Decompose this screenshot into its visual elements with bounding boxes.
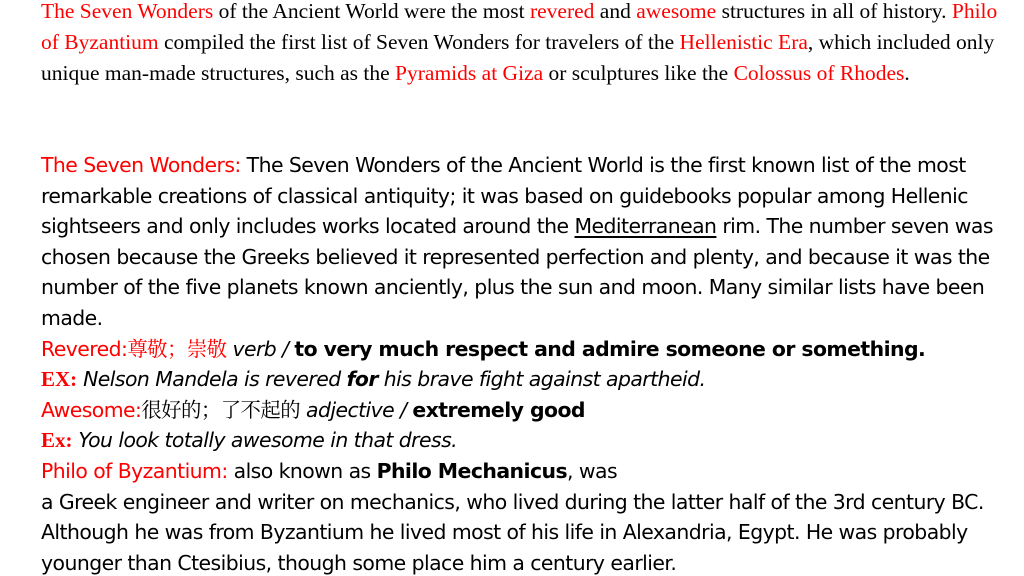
definition-text: also known as — [227, 458, 377, 483]
keyword-seven-wonders: The Seven Wonders — [41, 0, 214, 23]
mediterranean-link[interactable]: Mediterranean — [574, 214, 717, 239]
definition-awesome — [41, 395, 1016, 426]
definition-meaning: extremely good — [412, 397, 585, 422]
intro-paragraph — [41, 0, 1011, 89]
keyword-philo-of-byzantium: Philo of Byzantium — [41, 0, 998, 54]
separator: / — [276, 336, 295, 361]
definition-meaning: to very much respect and admire someone or something. — [294, 336, 926, 361]
example-label: Ex: — [41, 428, 73, 453]
definition-chinese: 尊敬；崇敬 — [127, 336, 227, 361]
intro-text: or sculptures like the — [543, 61, 734, 85]
example-revered — [41, 364, 1016, 395]
part-of-speech: verb — [226, 336, 277, 361]
keyword-revered: revered — [529, 0, 595, 23]
example-text: You look totally awesome in that dress. — [72, 428, 458, 453]
example-awesome — [41, 425, 1016, 456]
keyword-awesome: awesome — [636, 0, 717, 23]
intro-text: , which included only unique man-made structures, such as the — [41, 30, 995, 85]
intro-text: . — [904, 61, 910, 85]
definition-philo — [41, 456, 1016, 487]
definition-chinese: 很好的；了不起的 — [141, 397, 301, 422]
intro-text: structures in all of history. — [716, 0, 952, 23]
keyword-hellenistic-era: Hellenistic Era — [679, 30, 808, 54]
example-text: his brave fight against apartheid. — [377, 367, 706, 392]
definitions-section — [41, 150, 1016, 576]
definition-text: The Seven Wonders of the Ancient World is the first known list of the most remarkable creations of classical antiquity; it was based on guidebooks popular among Hellenic sightseers and only includes works located around the — [41, 153, 968, 239]
example-label: EX: — [41, 367, 78, 392]
definition-term: The Seven Wonders: — [41, 153, 241, 177]
example-emphasis: for — [346, 367, 378, 392]
intro-text: compiled the first list of Seven Wonders for travelers of the — [158, 30, 680, 54]
definition-term: Revered: — [41, 336, 128, 361]
example-text: Nelson Mandela is revered — [77, 367, 347, 392]
intro-text: and — [594, 0, 637, 23]
intro-text: of the Ancient World were the most — [213, 0, 530, 23]
definition-seven-wonders — [41, 150, 1016, 334]
definition-term: Philo of Byzantium: — [41, 458, 228, 483]
part-of-speech: adjective — [300, 397, 395, 422]
definition-revered — [41, 334, 1016, 365]
keyword-colossus-of-rhodes: Colossus of Rhodes — [733, 61, 905, 85]
philo-description: a Greek engineer and writer on mechanics, who lived during the latter half of the 3rd century BC. Although he was from Byzantium he lived most of his life in Alexandria, Egypt. He was probably younger than Ctesibius, though some place him a century earlier. — [41, 489, 984, 575]
definition-text: , was — [567, 458, 618, 483]
philo-mechanicus: Philo Mechanicus — [376, 458, 568, 483]
keyword-pyramids-at-giza: Pyramids at Giza — [395, 61, 544, 85]
definition-term: Awesome: — [41, 397, 142, 422]
separator: / — [394, 397, 413, 422]
definition-text: rim. The number seven was chosen because the Greeks believed it represented perfection and plenty, and because it was the number of the five planets known anciently, plus the sun and moon. Many similar lists have been made. — [41, 214, 993, 330]
